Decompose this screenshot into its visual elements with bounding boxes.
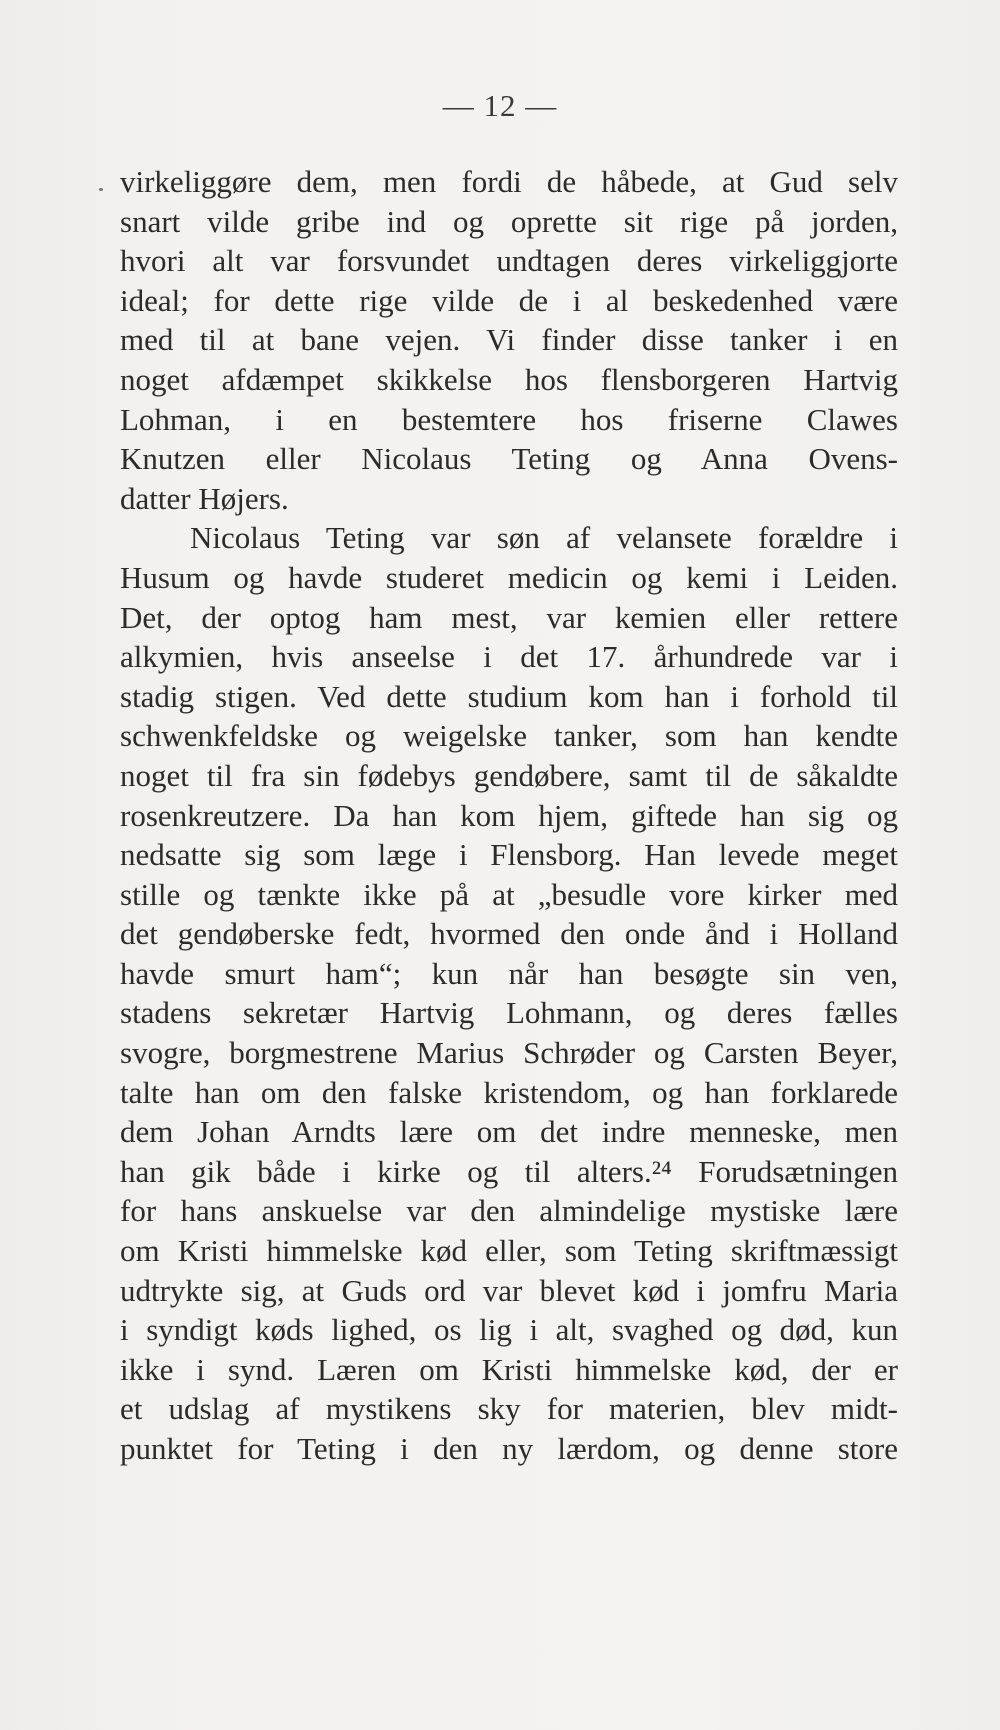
text-line: stadens sekretær Hartvig Lohmann, og deres fælles xyxy=(120,995,898,1031)
paragraph-end-line: datter Højers. xyxy=(120,480,289,516)
text-line: talte han om den falske kristendom, og han forklarede xyxy=(120,1074,898,1110)
text-line: stille og tænkte ikke på at „besudle vore kirker med xyxy=(120,876,898,912)
text-line: Knutzen eller Nicolaus Teting og Anna Ovens- xyxy=(120,441,898,477)
body-text xyxy=(120,162,898,1469)
text-line: schwenkfeldske og weigelske tanker, som han kendte xyxy=(120,718,898,754)
text-line: svogre, borgmestrene Marius Schrøder og Carsten Beyer, xyxy=(120,1035,898,1071)
text-line: ideal; for dette rige vilde de i al beskedenhed være xyxy=(120,282,898,318)
text-line: Lohman, i en bestemtere hos friserne Clawes xyxy=(120,401,898,437)
text-line: ikke i synd. Læren om Kristi himmelske kød, der er xyxy=(120,1351,898,1387)
text-line: hvori alt var forsvundet undtagen deres virkeliggjorte xyxy=(120,243,898,279)
page-number: — 12 — xyxy=(442,88,558,123)
text-line: om Kristi himmelske kød eller, som Teting skriftmæssigt xyxy=(120,1233,898,1269)
text-line: udtrykte sig, at Guds ord var blevet kød i jomfru Maria xyxy=(120,1272,898,1308)
text-line: stadig stigen. Ved dette studium kom han i forhold til xyxy=(120,678,898,714)
text-line: punktet for Teting i den ny lærdom, og denne store xyxy=(120,1431,898,1466)
text-line: noget afdæmpet skikkelse hos flensborgeren Hartvig xyxy=(120,361,898,397)
text-line: det gendøberske fedt, hvormed den onde ånd i Holland xyxy=(120,916,898,952)
text-line: rosenkreutzere. Da han kom hjem, giftede han sig og xyxy=(120,797,898,833)
text-line: Husum og havde studeret medicin og kemi i Leiden. xyxy=(120,559,898,595)
text-line: nedsatte sig som læge i Flensborg. Han levede meget xyxy=(120,837,898,873)
text-line: havde smurt ham“; kun når han besøgte sin ven, xyxy=(120,955,898,991)
text-line: i syndigt køds lighed, os lig i alt, svaghed og død, kun xyxy=(120,1312,898,1348)
text-line: med til at bane vejen. Vi finder disse tanker i en xyxy=(120,322,898,358)
text-line: noget til fra sin fødebys gendøbere, samt til de såkaldte xyxy=(120,757,898,793)
paragraph-start-line: Nicolaus Teting var søn af velansete forældre i xyxy=(190,520,898,556)
text-line: for hans anskuelse var den almindelige mystiske lære xyxy=(120,1193,898,1229)
text-line: Det, der optog ham mest, var kemien eller rettere xyxy=(120,599,898,635)
text-line: snart vilde gribe ind og oprette sit rige på jorden, xyxy=(120,203,898,239)
ink-fleck xyxy=(99,188,103,191)
text-line: virkeliggøre dem, men fordi de håbede, at Gud selv xyxy=(120,164,898,199)
text-line: et udslag af mystikens sky for materien, blev midt- xyxy=(120,1391,898,1427)
text-line: han gik både i kirke og til alters.²⁴ Forudsætningen xyxy=(120,1153,898,1189)
text-line: alkymien, hvis anseelse i det 17. århundrede var i xyxy=(120,639,898,675)
text-line: dem Johan Arndts lære om det indre menneske, men xyxy=(120,1114,898,1150)
